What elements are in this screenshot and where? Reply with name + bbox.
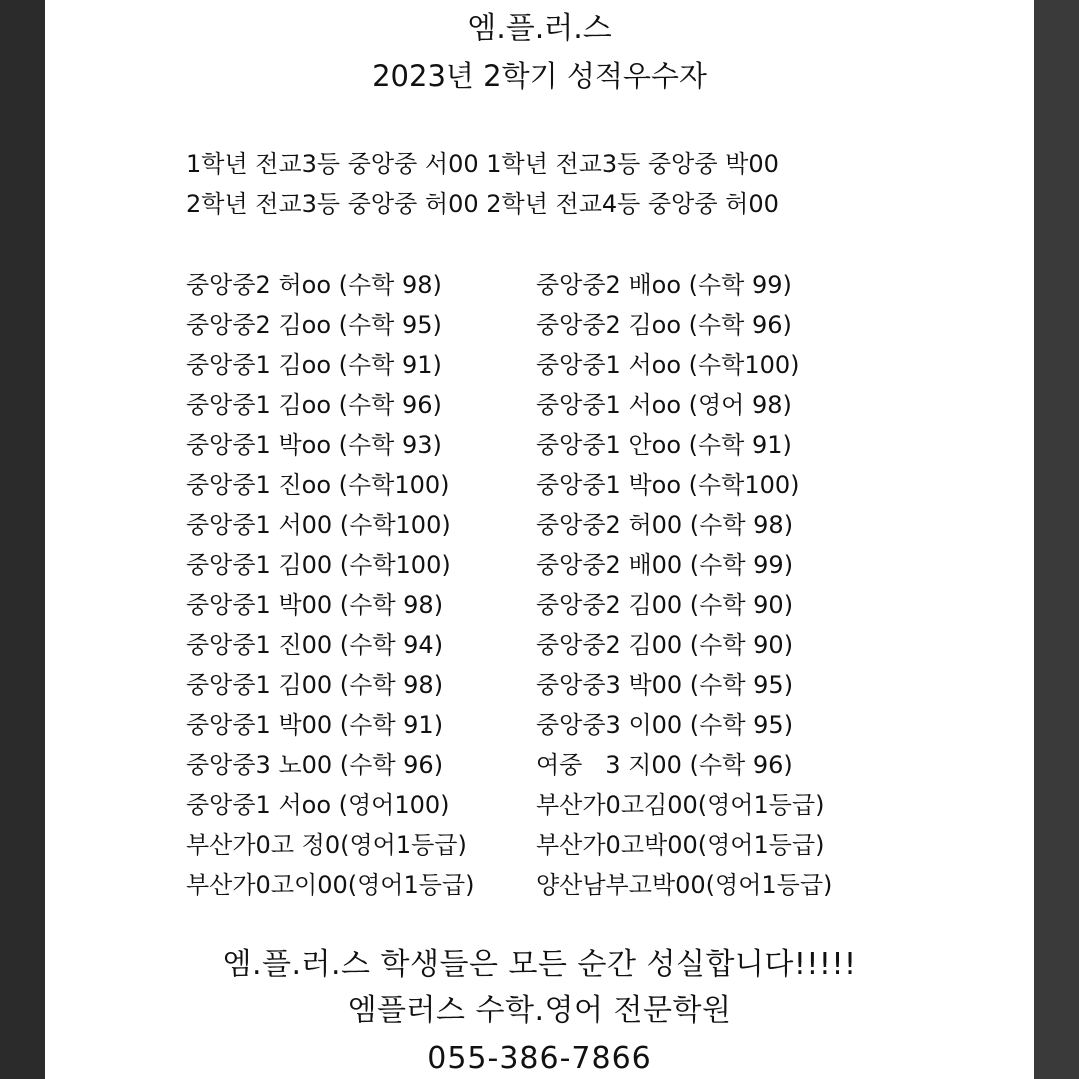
student-entry-left: 중앙중1 박00 (수학 98) bbox=[186, 591, 444, 619]
footer-academy: 엠플러스 수학.영어 전문학원 bbox=[347, 993, 732, 1028]
student-entry-right: 중앙중1 서oo (수학100) bbox=[536, 351, 800, 379]
top-rank-line: 1학년 전교3등 중앙중 서00 1학년 전교3등 중앙중 박00 bbox=[186, 150, 779, 178]
top-rank-line: 2학년 전교3등 중앙중 허00 2학년 전교4등 중앙중 허00 bbox=[186, 190, 779, 218]
student-entry-right: 중앙중2 허00 (수학 98) bbox=[536, 511, 794, 539]
student-entry-right: 여중 3 지00 (수학 96) bbox=[536, 751, 793, 779]
student-entry-right: 중앙중2 김oo (수학 96) bbox=[536, 311, 792, 339]
student-entry-right: 중앙중2 김00 (수학 90) bbox=[536, 591, 794, 619]
student-entry-right: 중앙중3 이00 (수학 95) bbox=[536, 711, 794, 739]
student-entry-left: 부산가0고이00(영어1등급) bbox=[186, 871, 475, 899]
student-entry-right: 중앙중2 배00 (수학 99) bbox=[536, 551, 794, 579]
student-entry-left: 중앙중1 서oo (영어100) bbox=[186, 791, 450, 819]
student-entry-right: 중앙중2 김00 (수학 90) bbox=[536, 631, 794, 659]
student-entry-left: 중앙중1 김00 (수학100) bbox=[186, 551, 451, 579]
document-page bbox=[45, 0, 1034, 1079]
student-entry-right: 중앙중3 박00 (수학 95) bbox=[536, 671, 794, 699]
student-entry-right: 부산가0고김00(영어1등급) bbox=[536, 791, 825, 819]
student-entry-left: 중앙중1 김oo (수학 96) bbox=[186, 391, 442, 419]
student-entry-left: 중앙중1 박oo (수학 93) bbox=[186, 431, 442, 459]
student-entry-left: 중앙중1 진oo (수학100) bbox=[186, 471, 450, 499]
student-entry-left: 중앙중1 김00 (수학 98) bbox=[186, 671, 444, 699]
student-entry-left: 중앙중2 허oo (수학 98) bbox=[186, 271, 442, 299]
footer-phone: 055-386-7866 bbox=[427, 1041, 652, 1076]
student-entry-left: 중앙중1 서00 (수학100) bbox=[186, 511, 451, 539]
student-entry-right: 중앙중1 서oo (영어 98) bbox=[536, 391, 792, 419]
student-entry-left: 중앙중1 김oo (수학 91) bbox=[186, 351, 442, 379]
student-entry-right: 양산남부고박00(영어1등급) bbox=[536, 871, 833, 899]
footer-slogan: 엠.플.러.스 학생들은 모든 순간 성실합니다!!!!! bbox=[222, 947, 857, 982]
document-subtitle: 2023년 2학기 성적우수자 bbox=[372, 59, 707, 93]
student-entry-left: 중앙중1 박00 (수학 91) bbox=[186, 711, 444, 739]
student-entry-right: 중앙중1 박oo (수학100) bbox=[536, 471, 800, 499]
student-entry-left: 중앙중3 노00 (수학 96) bbox=[186, 751, 444, 779]
student-entry-right: 부산가0고박00(영어1등급) bbox=[536, 831, 825, 859]
student-entry-right: 중앙중2 배oo (수학 99) bbox=[536, 271, 792, 299]
student-entry-left: 중앙중1 진00 (수학 94) bbox=[186, 631, 444, 659]
student-entry-right: 중앙중1 안oo (수학 91) bbox=[536, 431, 792, 459]
student-entry-left: 중앙중2 김oo (수학 95) bbox=[186, 311, 442, 339]
academy-title: 엠.플.러.스 bbox=[467, 11, 612, 46]
student-entry-left: 부산가0고 정0(영어1등급) bbox=[186, 831, 467, 859]
viewer-background-right bbox=[1034, 0, 1079, 1079]
